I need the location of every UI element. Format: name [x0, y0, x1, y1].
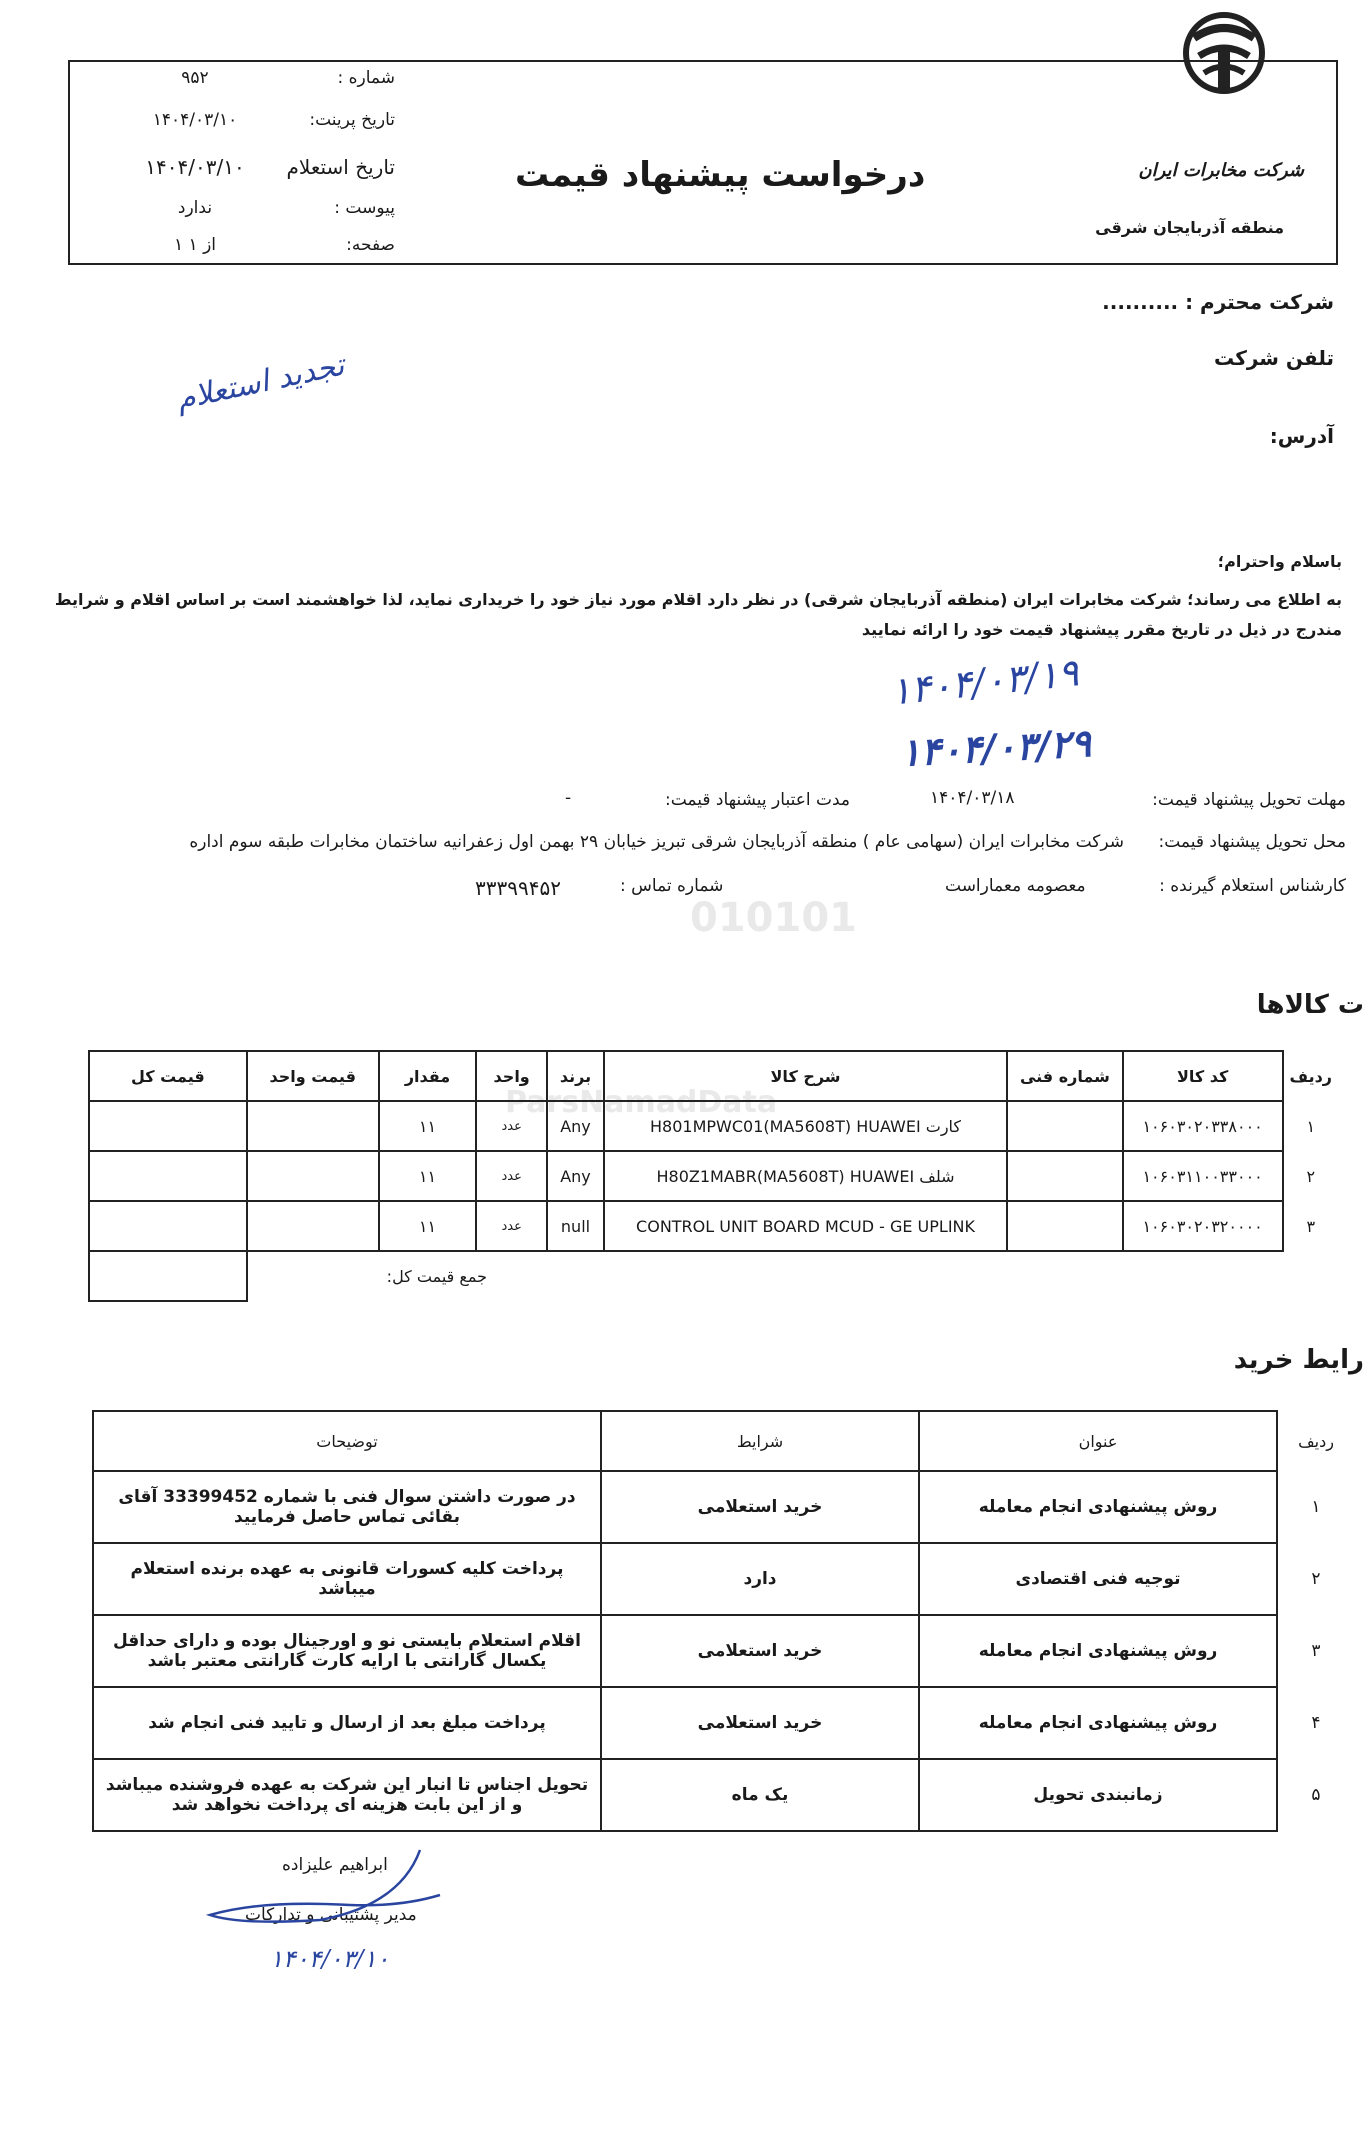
meta-page-label: صفحه: [346, 235, 395, 255]
term-description: پرداخت مبلغ بعد از ارسال و تایید فنی انجام شد [93, 1687, 601, 1759]
item-unit: عدد [476, 1101, 547, 1151]
table-row [93, 1687, 1354, 1759]
term-condition: خرید استعلامی [601, 1615, 919, 1687]
meta-number-value: ۹۵۲ [181, 68, 209, 88]
items-total-row [89, 1251, 1338, 1301]
location-label: محل تحویل پیشنهاد قیمت: [1158, 832, 1346, 852]
deadline-label: مهلت تحویل پیشنهاد قیمت: [1152, 790, 1346, 810]
items-header-desc: شرح کالا [604, 1051, 1007, 1101]
term-row-num: ۲ [1311, 1569, 1321, 1589]
item-total [89, 1151, 247, 1201]
deadline-value: ۱۴۰۴/۰۳/۱۸ [930, 788, 1015, 808]
item-unit-price [247, 1101, 379, 1151]
terms-table [92, 1410, 1354, 1832]
term-title: روش پیشنهادی انجام معامله [919, 1615, 1277, 1687]
item-tech-number [1007, 1201, 1123, 1251]
item-qty: ۱۱ [379, 1201, 477, 1251]
terms-header-row [93, 1411, 1354, 1471]
term-row-num: ۳ [1311, 1641, 1321, 1661]
terms-header-title: عنوان [919, 1411, 1277, 1471]
addressee-address: آدرس: [1269, 424, 1334, 448]
meta-number-label: شماره : [337, 68, 395, 88]
term-description: در صورت داشتن سوال فنی با شماره 33399452 آقای بقائی تماس حاصل فرمایید [93, 1471, 601, 1543]
items-section-title: ت کالاها [1256, 990, 1364, 1020]
items-header-qty: مقدار [379, 1051, 477, 1101]
table-row [93, 1543, 1354, 1615]
item-qty: ۱۱ [379, 1101, 477, 1151]
signature-scribble [200, 1845, 460, 1955]
contact-label: شماره تماس : [620, 876, 724, 896]
addressee-company: شرکت محترم : .......... [1102, 290, 1334, 314]
term-condition: خرید استعلامی [601, 1471, 919, 1543]
item-code: ۱۰۶۰۳۰۲۰۳۲۰۰۰۰ [1123, 1201, 1283, 1251]
terms-section-title: رایط خرید [1233, 1345, 1364, 1375]
handwritten-date-1: ۱۴۰۴/۰۳/۱۹ [888, 650, 1081, 714]
item-description: CONTROL UNIT BOARD MCUD - GE UPLINK [604, 1201, 1007, 1251]
items-header-tech: شماره فنی [1007, 1051, 1123, 1101]
item-row-num: ۳ [1306, 1216, 1316, 1236]
items-header-unit: واحد [476, 1051, 547, 1101]
signature-date: ۱۴۰۴/۰۳/۱۰ [270, 1945, 390, 1973]
company-logo [1164, 8, 1284, 118]
table-row [89, 1201, 1338, 1251]
items-header-unit-price: قیمت واحد [247, 1051, 379, 1101]
meta-print-date-label: تاریخ پرینت: [309, 110, 395, 130]
meta-inquiry-date-label: تاریخ استعلام [286, 155, 395, 179]
table-row [93, 1471, 1354, 1543]
items-total-spacer [247, 1251, 379, 1301]
items-total-value [89, 1251, 247, 1301]
term-description: تحویل اجناس تا انبار این شرکت به عهده فروشنده میباشد و از این بابت هزینه ای پرداخت نخواهد شد [93, 1759, 601, 1831]
item-brand: null [547, 1201, 604, 1251]
region-name: منطقه آذربایجان شرقی [1095, 218, 1284, 237]
meta-attachment-label: پیوست : [334, 198, 395, 218]
meta-page-value: ۱ از ۱ [173, 235, 217, 255]
term-title: روش پیشنهادی انجام معامله [919, 1471, 1277, 1543]
contact-value: ۳۳۳۹۹۴۵۲ [475, 876, 561, 900]
items-header-brand: برند [547, 1051, 604, 1101]
item-total [89, 1201, 247, 1251]
intro-paragraph: به اطلاع می رساند؛ شرکت مخابرات ایران (منطقه آذربایجان شرقی) در نظر دارد اقلام مورد نیاز خود را خریداری نماید، لذا خواهشمند است بر اساس اقلام و شرایط مندرج در ذیل در تاریخ مقرر پیشنهاد قیمت خود را ارائه نمایید [54, 590, 1342, 639]
term-title: روش پیشنهادی انجام معامله [919, 1687, 1277, 1759]
terms-header-row-num: ردیف [1298, 1431, 1334, 1451]
items-total-label: جمع قیمت کل: [386, 1267, 488, 1286]
handwritten-note: تجدید استعلام [173, 347, 348, 418]
items-header-row [89, 1051, 1338, 1101]
terms-header-desc: توضیحات [93, 1411, 601, 1471]
expert-value: معصومه معماراست [945, 876, 1086, 896]
validity-value: - [565, 788, 572, 808]
term-condition: یک ماه [601, 1759, 919, 1831]
company-name: شرکت مخابرات ایران [1138, 160, 1304, 181]
item-unit-price [247, 1201, 379, 1251]
items-header-total: قیمت کل [89, 1051, 247, 1101]
table-row [89, 1101, 1338, 1151]
term-description: اقلام استعلام بایستی نو و اورجینال بوده و دارای حداقل یکسال گارانتی با ارایه کارت گارانتی معتبر باشد [93, 1615, 601, 1687]
salutation: باسلام واحترام؛ [1217, 552, 1342, 571]
meta-attachment-value: ندارد [177, 198, 213, 218]
item-tech-number [1007, 1151, 1123, 1201]
item-code: ۱۰۶۰۳۱۱۰۰۳۳۰۰۰ [1123, 1151, 1283, 1201]
meta-print-date-value: ۱۴۰۴/۰۳/۱۰ [152, 110, 238, 130]
item-code: ۱۰۶۰۳۰۲۰۳۳۸۰۰۰ [1123, 1101, 1283, 1151]
signatory-position: مدیر پشتیبانی و تدارکات [245, 1905, 417, 1925]
item-tech-number [1007, 1101, 1123, 1151]
term-row-num: ۵ [1311, 1785, 1321, 1805]
item-description: کارت H801MPWC01(MA5608T) HUAWEI [604, 1101, 1007, 1151]
items-table [88, 1050, 1338, 1302]
items-header-row-num: ردیف [1289, 1066, 1332, 1086]
term-row-num: ۱ [1311, 1497, 1321, 1517]
table-row [89, 1151, 1338, 1201]
document-title: درخواست پیشنهاد قیمت [515, 155, 926, 195]
item-unit: عدد [476, 1201, 547, 1251]
terms-header-cond: شرایط [601, 1411, 919, 1471]
item-row-num: ۱ [1306, 1116, 1316, 1136]
item-brand: Any [547, 1101, 604, 1151]
addressee-phone: تلفن شرکت [1214, 346, 1334, 370]
item-description: شلف H80Z1MABR(MA5608T) HUAWEI [604, 1151, 1007, 1201]
item-brand: Any [547, 1151, 604, 1201]
item-row-num: ۲ [1306, 1166, 1316, 1186]
meta-inquiry-date-value: ۱۴۰۴/۰۳/۱۰ [145, 155, 245, 179]
term-title: زمانبندی تحویل [919, 1759, 1277, 1831]
term-condition: خرید استعلامی [601, 1687, 919, 1759]
item-qty: ۱۱ [379, 1151, 477, 1201]
item-unit-price [247, 1151, 379, 1201]
table-row [93, 1615, 1354, 1687]
item-unit: عدد [476, 1151, 547, 1201]
term-title: توجیه فنی اقتصادی [919, 1543, 1277, 1615]
watermark-brand: ParsNamadData [505, 1085, 778, 1120]
items-header-code: کد کالا [1123, 1051, 1283, 1101]
term-row-num: ۴ [1311, 1713, 1321, 1733]
signatory-name: ابراهیم علیزاده [282, 1855, 388, 1875]
table-row [93, 1759, 1354, 1831]
handwritten-date-2: ۱۴۰۴/۰۳/۲۹ [898, 720, 1093, 775]
watermark-digits: 010101 [690, 895, 857, 941]
term-condition: دارد [601, 1543, 919, 1615]
item-total [89, 1101, 247, 1151]
location-value: شرکت مخابرات ایران (سهامی عام ) منطقه آذربایجان شرقی تبریز خیابان ۲۹ بهمن اول زعفرانیه ساختمان مخابرات طبقه سوم اداره [189, 832, 1124, 852]
expert-label: کارشناس استعلام گیرنده : [1159, 876, 1346, 896]
validity-label: مدت اعتبار پیشنهاد قیمت: [665, 790, 851, 810]
term-description: پرداخت کلیه کسورات قانونی به عهده برنده استعلام میباشد [93, 1543, 601, 1615]
